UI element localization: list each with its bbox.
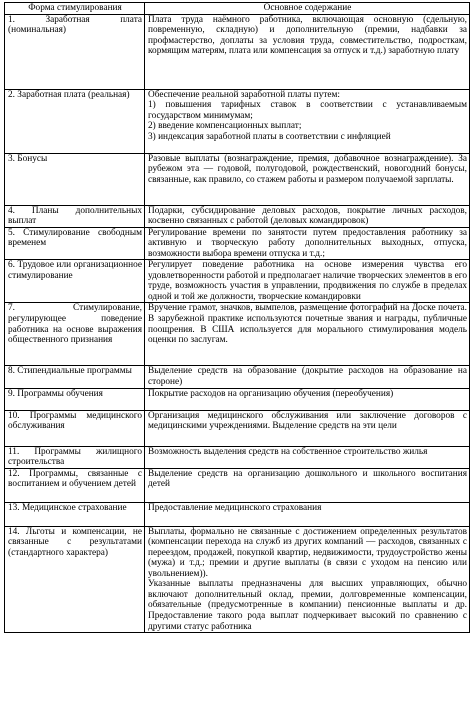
table-row <box>5 14 470 89</box>
row-form: 6. Трудовое или организационное стимулирование <box>5 260 145 303</box>
table-row <box>5 153 470 205</box>
row-content: Выделение средств на организацию дошкольного и школьного воспитания детей <box>145 468 470 502</box>
table-row <box>5 303 470 366</box>
row-form: 2. Заработная плата (реальная) <box>5 89 145 153</box>
row-content: Подарки, субсидирование деловых расходов, покрытие личных расходов, косвенно связанных с работой (деловых командировок) <box>145 205 470 227</box>
row-content: Покрытие расходов на организацию обучения (переобучения) <box>145 388 470 410</box>
row-content: Организация медицинского обслуживания или заключение договоров с медицинскими учреждениями. Выделение средств на эти цели <box>145 410 470 446</box>
table-header-row <box>5 3 470 15</box>
row-form: 8. Стипендиальные программы <box>5 366 145 388</box>
row-form: 3. Бонусы <box>5 153 145 205</box>
row-form: 4. Планы дополнительных выплат <box>5 205 145 227</box>
table-row <box>5 410 470 446</box>
header-content: Основное содержание <box>145 3 470 15</box>
header-form: Форма стимулирования <box>5 3 145 15</box>
table-row <box>5 388 470 410</box>
row-form: 13. Медицинское страхование <box>5 502 145 526</box>
row-content: Регулирует поведение работника на основе измерения чувства его удовлетворенности работой и предполагает наличие творческих элементов в его труде, возможность участия в управлении, продвижения по службе в пределах одной и той же должности, творческие командировки <box>145 260 470 303</box>
row-content: Выделение средств на образование (докрытие расходов на образование на стороне) <box>145 366 470 388</box>
row-content: Предоставление медицинского страхования <box>145 502 470 526</box>
row-form: 7. Стимулирование, регулирующее поведение работника на основе выражения общественного признания <box>5 303 145 366</box>
table-row <box>5 526 470 632</box>
table-row <box>5 89 470 153</box>
row-form: 1. Заработная плата (номинальная) <box>5 14 145 89</box>
table-row <box>5 260 470 303</box>
row-content: Плата труда наёмного работника, включающая основную (сдельную, повременную, складную) и дополнительную (премии, надбавки за профмастерство, доплаты за условия труда, совместительство, подросткам, кормящим матерям, плата или компенсация за отпуск и т.д.) заработную плату <box>145 14 470 89</box>
content-paragraph: Указанные выплаты предназначены для высших управляющих, обычно включают дополнительный оклад, премии, долговременные компенсации, обязательные (предусмотренные в компании) пенсионные выплаты и др. Предоставление такого рода выплат подчеркивает высокий по сравнению с другими статус работника <box>148 579 467 632</box>
row-form: 5. Стимулирование свободным временем <box>5 227 145 260</box>
content-paragraph: Выплаты, формально не связанные с достижением определенных результатов (компенсации перехода на служб из других компаний — расходов, связанных с переездом, продажей, покупкой квартир, недвижимости, трудоустройство жены (мужа) и т.д.; премии и другие выплаты (в связи с уходом на пенсию или увольнением)). <box>148 526 467 579</box>
row-form: 11. Программы жилищного строительства <box>5 446 145 468</box>
row-content <box>145 89 470 153</box>
table-row <box>5 227 470 260</box>
row-content: Возможность выделения средств на собственное строительство жилья <box>145 446 470 468</box>
row-content: Вручение грамот, значков, вымпелов, размещение фотографий на Доске почета. В зарубежной практике используются почетные звания и награды, публичные поощрения. В США используется для морального стимулирования модель оценки по заслугам. <box>145 303 470 366</box>
table-row <box>5 366 470 388</box>
row-form: 12. Программы, связанные с воспитанием и обучением детей <box>5 468 145 502</box>
row-content: Разовые выплаты (вознаграждение, премия, добавочное вознаграждение). За рубежом эта — годовой, полугодовой, рождественский, новогодний бонусы, связанные, как правило, со стажем работы и размером получаемой зарплаты. <box>145 153 470 205</box>
row-content: Регулирование времени по занятости путем предоставления работнику за активную и творческую работу дополнительных выходных, отпуска, возможности выбора времени отпуска и т.д.; <box>145 227 470 260</box>
table-row <box>5 205 470 227</box>
content-item: 1) повышения тарифных ставок в соответствии с устанавливаемым государством минимумам; <box>148 100 467 121</box>
table-row <box>5 502 470 526</box>
incentive-forms-document <box>4 2 469 633</box>
content-intro: Обеспечение реальной заработной платы путем: <box>148 89 341 100</box>
incentive-forms-table <box>4 2 470 633</box>
content-item: 2) введение компенсационных выплат; <box>148 121 302 132</box>
row-form: 14. Льготы и компенсации, не связанные с результатами (стандартного характера) <box>5 526 145 632</box>
row-form: 9. Программы обучения <box>5 388 145 410</box>
row-form: 10. Программы медицинского обслуживания <box>5 410 145 446</box>
content-item: 3) индексация заработной платы в соответствии с инфляцией <box>148 131 391 142</box>
row-content <box>145 526 470 632</box>
table-row <box>5 446 470 468</box>
table-row <box>5 468 470 502</box>
